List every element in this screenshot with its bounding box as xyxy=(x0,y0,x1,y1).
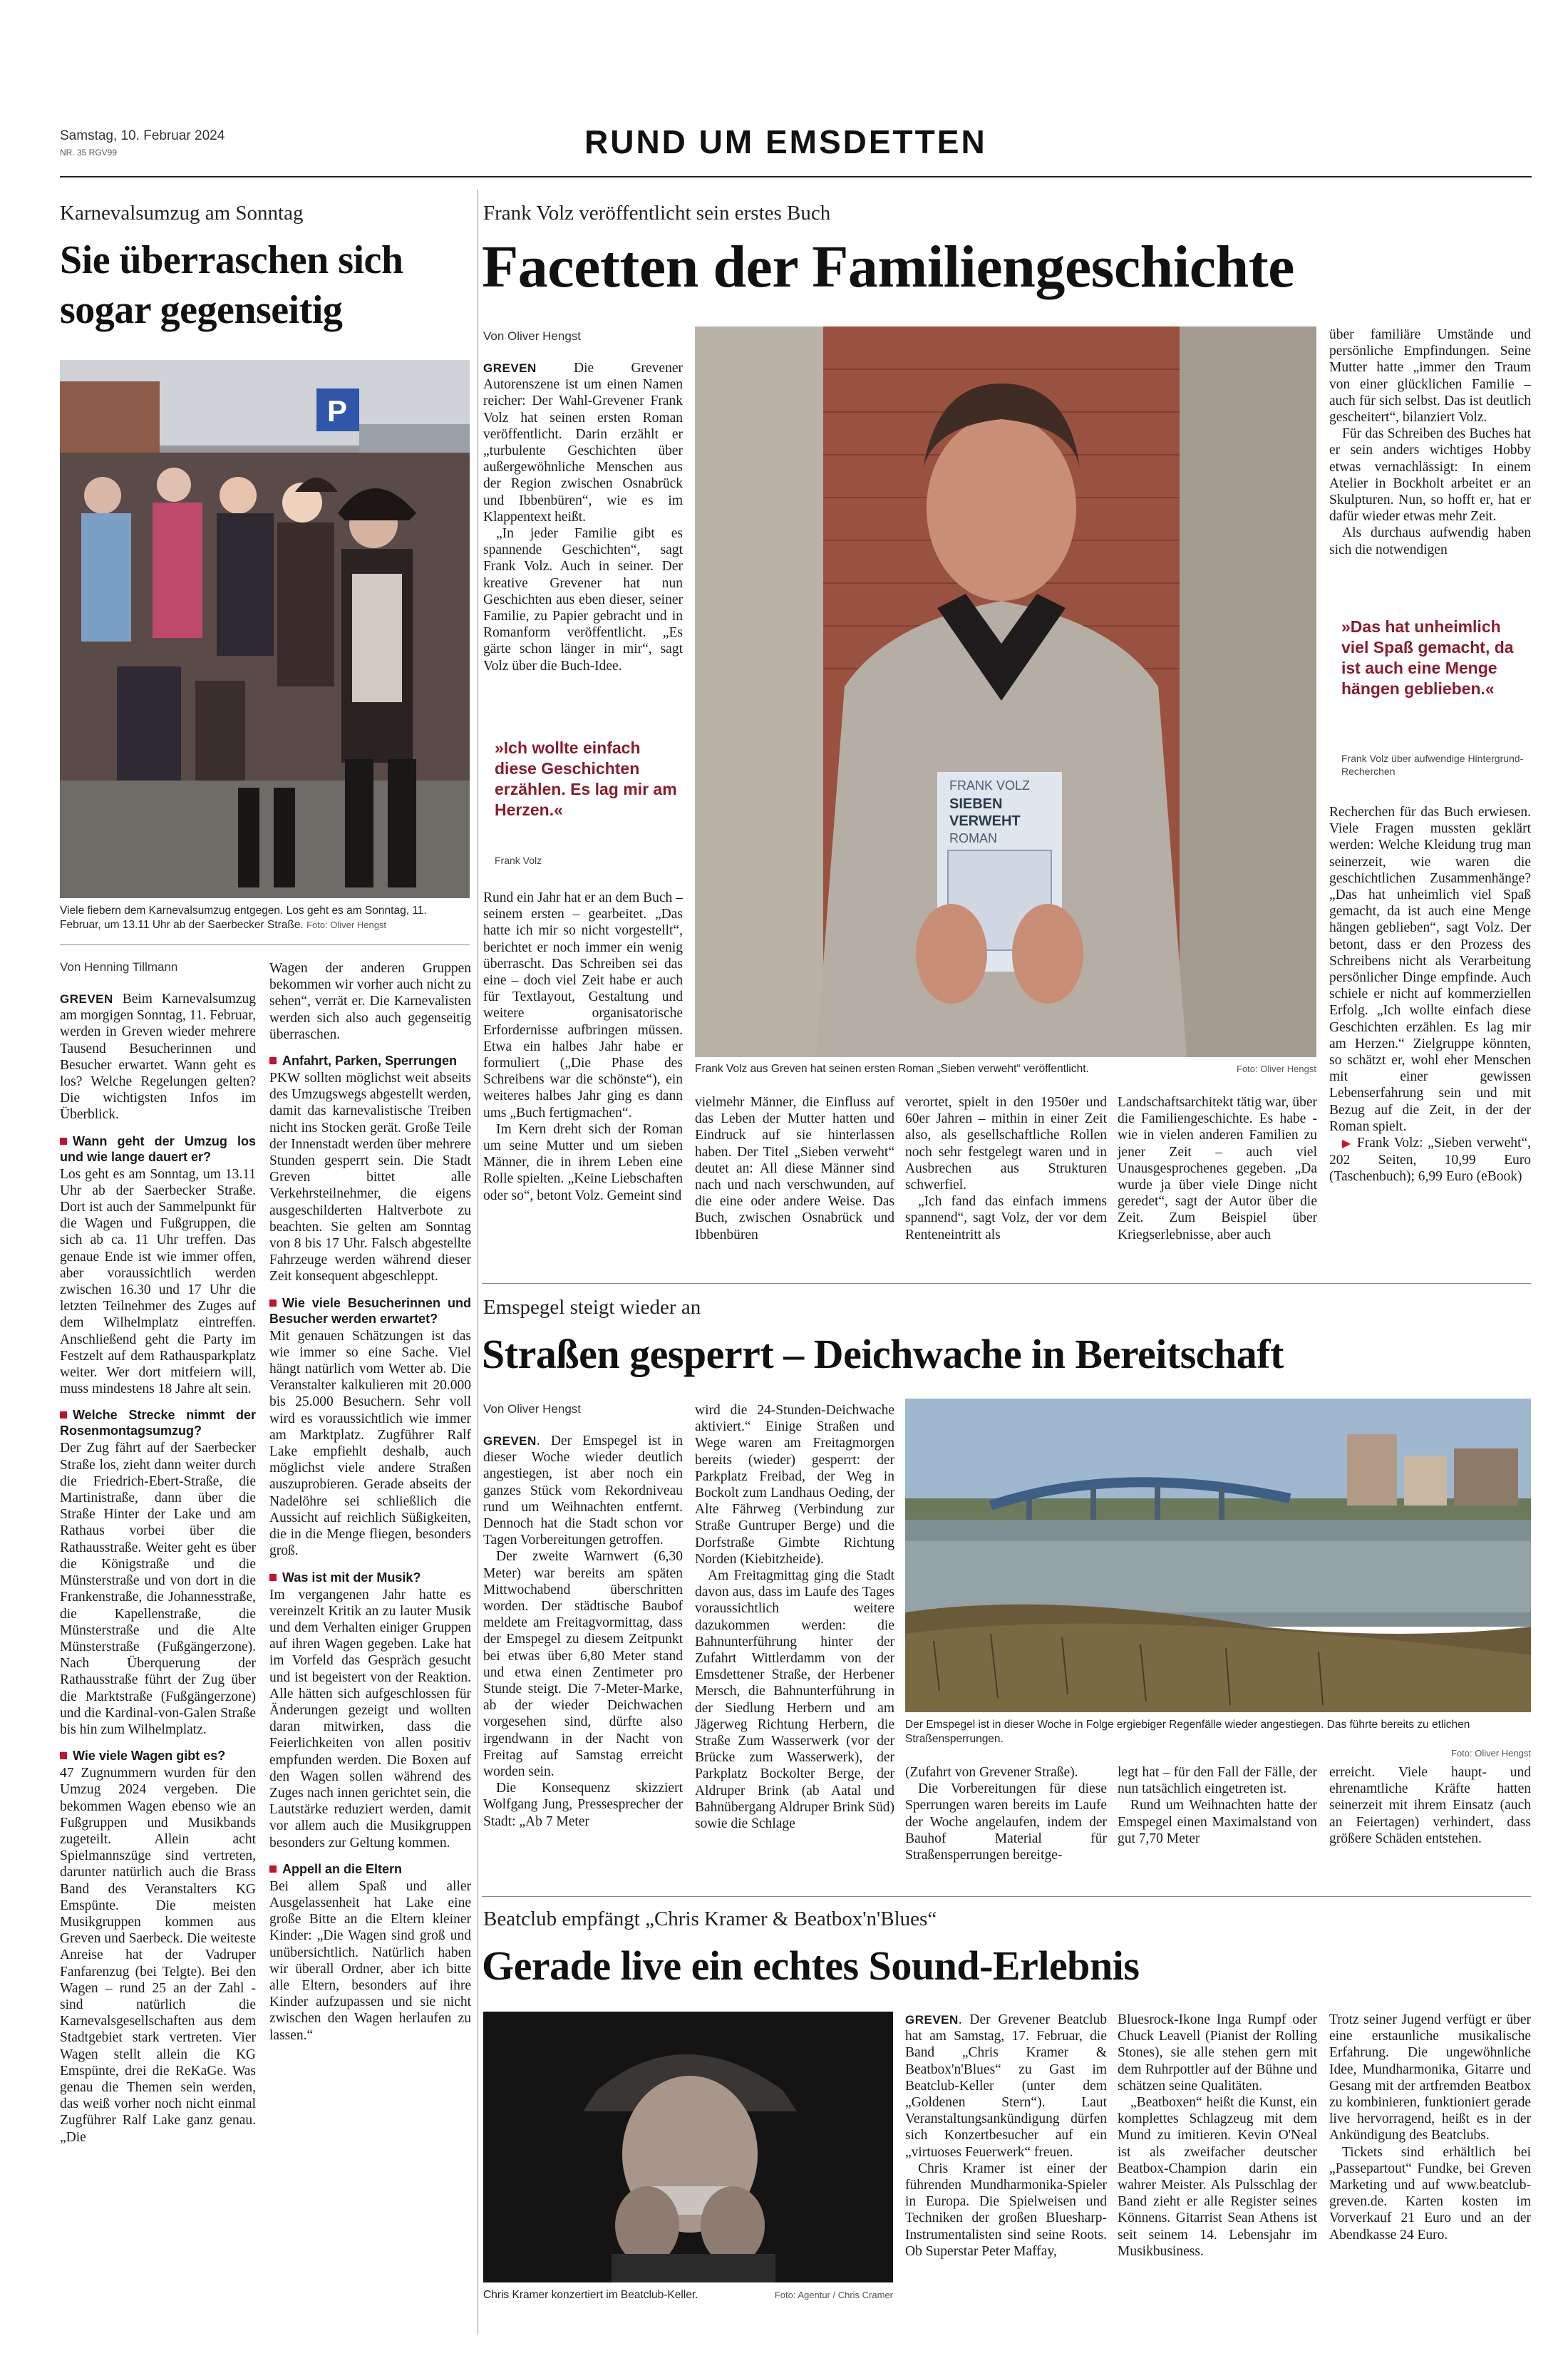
buch-column-1b xyxy=(483,890,683,1204)
square-bullet-icon xyxy=(60,1752,67,1759)
beatclub-c2b: „Beatboxen“ heißt die Kunst, ein komplettes Schlagzeug mit dem Mund zu imitieren. Kevin O'Neal ist als zweifacher deutscher Beatbox-Champion darin ein wahrer Meister. Als Pulsschlag der Band zieht er alle Register seines Könnens. Gitarrist Sean Athens ist seit seinem 14. Lebensjahr im Musikbusiness. xyxy=(1118,2095,1317,2259)
karneval-subhead-text: Welche Strecke nimmt der Rosenmontagsumzug? xyxy=(60,1408,256,1438)
karneval-subhead xyxy=(269,1570,471,1585)
emspegel-b1b: Die Vorbereitungen für diese Sperrungen waren bereits im Laufe der Woche angelaufen, indem der Bauhof Material für Straßensperrungen bereitge- xyxy=(905,1781,1107,1863)
buch-headline: Facetten der Familiengeschichte xyxy=(482,234,1294,300)
emspegel-b3: erreicht. Viele haupt- und ehrenamtliche Kräfte hatten seinerzeit mit ihrem Einsatz (auch an Feiertagen) verhindert, dass größere Schäden entstehen. xyxy=(1329,1765,1531,1846)
buch-paragraph-text: „In jeder Familie gibt es spannende Geschichten“, sagt Frank Volz. Auch in seiner. Der kreative Grevener hat nun Geschichten aus eben dieser, seiner Familie, zu Papier gebracht und in Romanform veröffentlicht. „Es gärte schon länger in mir“, sagt Volz über die Buch-Idee. xyxy=(483,526,683,674)
emspegel-headline: Straßen gesperrt – Deichwache in Bereitschaft xyxy=(482,1331,1284,1377)
buch-photo-caption xyxy=(695,1062,1316,1076)
header-rule xyxy=(60,176,1532,177)
buch-photo-art xyxy=(695,326,1316,1057)
buch-right-5: Frank Volz: „Sieben verweht“, 202 Seiten, 10,99 Euro (Taschenbuch); 6,99 Euro (eBook) xyxy=(1329,1136,1531,1185)
karneval-paragraph-text: Bei allem Spaß und aller Ausgelassenheit hat Lake eine große Bitte an die Eltern kleiner Kinder: „Die Wagen sind groß und unübersichtlich. Natürlich haben wir überall Ordner, aber ich bitte alle Eltern, besonders auf ihre Kinder aufzupassen und sie nicht zwischen den Wagen herlaufen zu lassen.“ xyxy=(269,1878,471,2043)
karneval-paragraph xyxy=(60,991,256,1123)
karneval-paragraph-text: Beim Karnevalsumzug am morgigen Sonntag, 11. Februar, werden in Greven wieder mehrere Tausend Besucherinnen und Besucher erwartet. Wann geht es los? Welche Regelungen gelten? Die wichtigsten Infos im Überblick. xyxy=(60,992,256,1123)
buch-caption-text: Frank Volz aus Greven hat seinen ersten Roman „Sieben verweht“ veröffentlicht. xyxy=(695,1063,1089,1075)
buch-below-col-3 xyxy=(1118,1094,1317,1243)
buch-paragraph xyxy=(483,525,683,674)
emspegel-caption-text: Der Emspegel ist in dieser Woche in Folge ergiebiger Regenfälle wieder angestiegen. Das führte bereits zu etlichen Straßensperrungen. xyxy=(905,1719,1470,1745)
emspegel-photo xyxy=(905,1399,1531,1712)
book-cover-title-2: VERWEHT xyxy=(949,813,1021,829)
beatclub-caption-credit: Foto: Agentur / Chris Cramer xyxy=(774,2290,893,2300)
beatclub-photo-art xyxy=(483,2012,893,2282)
buch-caption-credit: Foto: Oliver Hengst xyxy=(1237,1064,1316,1074)
beatclub-c2: Bluesrock-Ikone Inga Rumpf oder Chuck Leavell (Pianist der Rolling Stones), sie alle stehen gern mit dem Ruhrpottler auf der Bühne und schätzen seine Qualitäten. xyxy=(1118,2012,1317,2094)
beatclub-photo xyxy=(483,2012,893,2282)
emspegel-photo-caption xyxy=(905,1718,1531,1761)
section-title: RUND UM EMSDETTEN xyxy=(584,123,987,160)
buch-quote-2-source: Frank Volz über aufwendige Hintergrund-Recherchen xyxy=(1341,753,1524,777)
emspegel-col-3 xyxy=(905,1764,1107,1863)
emspegel-kicker: Emspegel steigt wieder an xyxy=(483,1296,701,1319)
emspegel-caption-credit: Foto: Oliver Hengst xyxy=(1451,1748,1531,1759)
buch-quote-1: »Ich wollte einfach diese Geschichten erzählen. Es lag mir am Herzen.« xyxy=(495,738,677,819)
emspegel-col2-p2: Am Freitagmittag ging die Stadt davon aus, dass im Laufe des Tages voraussichtlich weitere dazukommen werden: die Bahnunterführung hinter der Zufahrt Wittlerdamm von der Emsdettener Straße, der Herbener Mersch, die Bahnunterführung in der Siedlung Herbern und am Jägerweg Richtung Herbern, die Straße Zum Wasserwerk (vor der Brücke zum Wasserwerk), der Parkplatz Bockolter Berge, der Aldruper Brink (ab Aatal und Bahnübergang Aldruper Brink Süd) sowie die Schlage xyxy=(695,1568,894,1832)
buch-quote-2: »Das hat unheimlich viel Spaß gemacht, da ist auch eine Menge hängen geblieben.« xyxy=(1341,617,1514,698)
karneval-subhead xyxy=(60,1407,256,1438)
karneval-caption-rule xyxy=(60,944,470,945)
buch-paragraph xyxy=(483,890,683,1121)
beatclub-caption-text: Chris Kramer konzertiert im Beatclub-Keller. xyxy=(483,2289,698,2301)
emspegel-col-4 xyxy=(1118,1764,1317,1847)
karneval-paragraph-text: Wagen der anderen Gruppen bekommen wir vorher auch nicht zu sehen“, verrät er. Die Karnevalisten werden sich also auch gegenseitig überraschen. xyxy=(269,961,471,1042)
beatclub-c1: Der Grevener Beatclub hat am Samstag, 17. Februar, die Band „Chris Kramer & Beatbox'n'Blues“ zu Gast im Beatclub-Keller (unter dem „Goldenen Stern“). Laut Veranstaltungsankündigung dürfen sich Konzertbesucher auf ein „virtuoses Feuerwerk“ freuen. xyxy=(905,2012,1107,2160)
karneval-paragraph-text: PKW sollten möglichst weit abseits des Umzugswegs abgestellt werden, damit das karnevalistische Treiben nicht ins Stocken gerät. Große Teile der Innenstadt werden über mehrere Stunden gesperrt sein. Die Stadt Greven bittet alle Verkehrsteilnehmer, die eigens ausgeschilderten Haltverbote zu beachten. Sie gelten am Sonntag von 8 bis 17 Uhr. Falsch abgestellte Fahrzeuge werden während dieser Zeit konsequent abgeschleppt. xyxy=(269,1071,471,1285)
beatclub-photo-caption xyxy=(483,2288,893,2302)
beatclub-col-2 xyxy=(1118,2012,1317,2260)
buch-byline: Von Oliver Hengst xyxy=(483,329,582,343)
karneval-kicker: Karnevalsumzug am Sonntag xyxy=(60,202,304,225)
beatclub-headline: Gerade live ein echtes Sound-Erlebnis xyxy=(482,1942,1140,1989)
karneval-paragraph-text: Im vergangenen Jahr hatte es vereinzelt Kritik an zu lauter Musik und dem Verhalten einiger Gruppen auf ihren Wagen gegeben. Lake hat im Vorfeld das Gespräch gesucht und ist begeistert von der Reaktion. Alle hätten sich aufgeschlossen für Änderungen gezeigt und wollten daran mitwirken, dass die Feierlichkeiten von allen positiv empfunden werden. Die Boxen auf den Wagen sollen während des Zuges nach innen gerichtet sein, die Lautstärke reduziert werden, damit vor allem auch die Musikgruppen besonders zur Geltung kommen. xyxy=(269,1587,471,1851)
buch-right-1: über familiäre Umstände und persönliche Empfindungen. Seine Mutter hatte „immer den Traum von einer glücklichen Familie – auch für sich selbst. Das ist deutlich gescheitert“, bilanziert Volz. xyxy=(1329,327,1531,426)
buch-below-2b-p: „Ich fand das einfach immens spannend“, sagt Volz, der vor dem Renteneintritt als xyxy=(905,1194,1107,1242)
karneval-paragraph-text: 47 Zugnummern wurden für den Umzug 2024 vergeben. Die bekommen Wagen ebenso wie an Fußgruppen und Musikbands zugeteilt. Allein acht Spielmannszüge sind vertreten, darunter natürlich auch die Brass Band des Veranstalters KG Emspünte. Die meisten Musikgruppen kommen aus Greven und Saerbeck. Die weiteste Anreise hat der Vadruper Fanfarenzug (bei Telgte). Bei den Wagen – rund 25 an der Zahl - sind natürlich die Karnevalsgesellschaften aus dem Stadtgebiet stark vertreten. Vier Wagen stellt allein die KG Emspünte, drei die ReKaGe. Was genau die Themen sein werden, das weiß vorher noch nicht einmal Zugführer Ralf Lake ganz genau. „Die xyxy=(60,1766,256,2145)
buch-right-5-wrap xyxy=(1329,1135,1531,1185)
square-bullet-icon xyxy=(269,1299,277,1307)
karneval-subhead-text: Appell an die Eltern xyxy=(282,1861,403,1876)
karneval-subhead xyxy=(60,1133,256,1165)
karneval-paragraph xyxy=(60,1166,256,1398)
buch-dateline: GREVEN xyxy=(483,361,537,375)
buch-below-1-p: vielmehr Männer, die Einfluss auf das Leben der Mutter hatten und Eindruck auf sie hinterlassen haben. Der Titel „Sieben verweht“ deutet an: All diese Männer sind nach und nach verschwunden, auf die eine oder andere Weise. Das Buch, zwischen Osnabrück und Ibbenbüren xyxy=(695,1095,894,1242)
beatclub-c1-p: GREVEN. Der Grevener Beatclub hat am Samstag, 17. Februar, die Band „Chris Kramer & Beatbox'n'Blues“ zu Gast im Beatclub-Keller (unter dem „Goldenen Stern“). Laut Veranstaltungsankündigung dürfen sich Konzertbesucher auf ein „virtuoses Feuerwerk“ freuen. xyxy=(905,2012,1107,2160)
buch-paragraph xyxy=(483,360,683,525)
buch-paragraph-text: Die Grevener Autorenszene ist um einen Namen reicher: Der Wahl-Grevener Frank Volz hat seinen ersten Roman veröffentlicht. Darin erzählt er „turbulente Geschichten über außergewöhnliche Menschen aus der Region zwischen Osnabrück und Ibbenbüren“, wie es im Klappentext heißt. xyxy=(483,361,683,525)
emspegel-byline: Von Oliver Hengst xyxy=(483,1402,582,1416)
karneval-subhead xyxy=(269,1053,471,1069)
karneval-subhead-text: Wie viele Besucherinnen und Besucher werden erwartet? xyxy=(269,1295,471,1326)
emspegel-b1: (Zufahrt von Grevener Straße). xyxy=(905,1765,1078,1780)
karneval-subhead xyxy=(269,1861,471,1877)
karneval-paragraph-text: Los geht es am Sonntag, um 13.11 Uhr ab der Saerbecker Straße. Dort ist auch der Sammelpunkt für die Wagen und Fußgruppen, die sich ab ca. 11 Uhr treffen. Das genaue Ende ist wie immer offen, aber voraussichtlich werden zwischen 16.30 und 17 Uhr die letzten Teilnehmer des Zuges auf dem Wilhelmplatz eintreffen. Anschließend geht die Party im Festzelt auf dem Rathausparkplatz weiter. Wer dort mitfeiern will, muss mindestens 18 Jahre alt sein. xyxy=(60,1166,256,1397)
karneval-byline: Von Henning Tillmann xyxy=(60,960,178,974)
beatclub-kicker: Beatclub empfängt „Chris Kramer & Beatbox'n'Blues“ xyxy=(483,1908,937,1930)
emspegel-col1-p3: Die Konsequenz skizziert Wolfgang Jung, Pressesprecher der Stadt: „Ab 7 Meter xyxy=(483,1781,683,1829)
karneval-paragraph xyxy=(269,960,471,1043)
square-bullet-icon xyxy=(60,1411,67,1419)
karneval-caption-text: Viele fiebern dem Karnevalsumzug entgegen. Los geht es am Sonntag, 11. Februar, um 13.11 Uhr ab der Saerbecker Straße. xyxy=(60,905,427,931)
karneval-column-1 xyxy=(60,991,256,2146)
emspegel-dateline: GREVEN xyxy=(483,1434,537,1448)
karneval-caption-credit: Foto: Oliver Hengst xyxy=(306,920,387,930)
karneval-paragraph xyxy=(60,1440,256,1738)
triangle-bullet-icon: ▶ xyxy=(1342,1138,1353,1151)
emspegel-section-rule xyxy=(482,1896,1531,1897)
karneval-paragraph xyxy=(269,1878,471,2044)
book-cover-genre: ROMAN xyxy=(949,831,997,845)
buch-column-1 xyxy=(483,360,683,674)
buch-paragraph xyxy=(483,1121,683,1204)
beatclub-dateline: GREVEN xyxy=(905,2013,959,2027)
buch-below-3-p: Landschaftsarchitekt tätig war, über die Familiengeschichte. Es habe - wie in vielen anderen Familien zu jener Zeit – auch viel Unausgesprochenes gegeben. „Da wurde ja über viele Dinge nicht geredet“, sagt der Autor über die Zeit. Zum Beispiel über Kriegserlebnisse, aber auch xyxy=(1118,1095,1317,1242)
emspegel-col1-p1: GREVEN. Der Emspegel ist in dieser Woche wieder deutlich angestiegen, ist aber noch ein ganzes Stück vom Rekordniveau rund um Weihnachten entfernt. Dennoch hat die Stadt schon vor Tagen Vorbereitungen getroffen. xyxy=(483,1434,684,1548)
square-bullet-icon xyxy=(269,1865,277,1873)
buch-right-4: Recherchen für das Buch erwiesen. Viele Fragen mussten geklärt werden: Welche Kleidung trug man seinerzeit, wie waren die geschichtlichen Zusammenhänge? „Das hat unheimlich viel Spaß gemacht, da ist auch eine Menge hängen geblieben“, sagt Volz. Der betont, dass er den Prozess des Schreibens nicht als Verarbeitung persönlicher Dinge empfinde. Auch schiele er nicht auf kommerziellen Erfolg. „Ich wollte einfach diese Geschichten erzählen. Es lag mir am Herzen.“ Zielgruppe könnten, so schätzt er, wohl eher Menschen mit einer gewissen Lebenserfahrung sein und mit Bezug auf die Zeit, in der der Roman spielt. xyxy=(1329,805,1531,1134)
buch-below-col-2 xyxy=(905,1094,1107,1243)
emspegel-col-2 xyxy=(695,1402,894,1832)
karneval-paragraph-text: Mit genauen Schätzungen ist das wie immer so eine Sache. Viel hängt natürlich vom Wetter ab. Die Veranstalter kalkulieren mit 20.000 bis 25.000 Besuchern. Sehr voll wird es voraussichtlich wie immer am Marktplatz. Zugführer Ralf Lake empfiehlt deshalb, auch möglichst viele andere Straßen auszuprobieren. Gerade abseits der Nadelöhre sei schließlich die Aussicht auf reichlich Süßigkeiten, die in die Menge fliegen, besonders groß. xyxy=(269,1328,471,1559)
karneval-subhead-text: Anfahrt, Parken, Sperrungen xyxy=(282,1054,458,1069)
karneval-subhead xyxy=(60,1748,256,1764)
karneval-paragraph xyxy=(269,1070,471,1285)
buch-section-rule xyxy=(482,1283,1531,1284)
emspegel-photo-art xyxy=(905,1399,1531,1712)
buch-right-col xyxy=(1329,326,1531,558)
book-cover-title-1: SIEBEN xyxy=(949,796,1003,812)
karneval-paragraph xyxy=(269,1587,471,1851)
svg-text:P: P xyxy=(327,394,348,428)
buch-kicker: Frank Volz veröffentlicht sein erstes Buch xyxy=(483,202,831,225)
karneval-paragraph xyxy=(269,1328,471,1560)
karneval-dateline: GREVEN xyxy=(60,992,113,1006)
karneval-column-2 xyxy=(269,960,471,2044)
karneval-paragraph xyxy=(60,1765,256,2146)
buch-right-2: Für das Schreiben des Buches hat er sein anders wichtiges Hobby etwas vernachlässigt: In einem Atelier in Bockholt arbeitet er an Skulpturen. Nun, so hofft er, hat er dafür wieder etwas mehr Zeit. xyxy=(1329,426,1531,525)
beatclub-col-3 xyxy=(1329,2012,1531,2243)
header-date: Samstag, 10. Februar 2024 xyxy=(60,128,225,143)
emspegel-col-1 xyxy=(483,1433,683,1830)
karneval-subhead-text: Was ist mit der Musik? xyxy=(282,1570,421,1585)
beatclub-c3: Trotz seiner Jugend verfügt er über eine erstaunliche musikalische Erfahrung. Die ungewöhnliche Idee, Mundharmonika, Gitarre und Gesang mit der artfremden Beatbox zu kombinieren, funktioniert gerade live hervorragend, heißt es in der Ankündigung des Beatclubs. xyxy=(1329,2012,1531,2143)
emspegel-b2: legt hat – für den Fall der Fälle, der nun tatsächlich eingetreten ist. xyxy=(1118,1765,1317,1797)
buch-paragraph-text: Rund ein Jahr hat er an dem Buch – seinem ersten – gearbeitet. „Das hatte ich mir so nicht vorgestellt“, berichtet er noch immer ein wenig überrascht. Das Schreiben sei das eine – doch viel Zeit habe er auch für Textlayout, Gestaltung und weitere organisatorische Erfordernisse aufbringen müssen. Etwa ein halbes Jahr habe er formuliert („Die Phase des Schreibens war die schönste“), ein weiteres halbes Jahr ging es dann ums „Buch fertigmachen“. xyxy=(483,890,683,1121)
buch-photo xyxy=(695,326,1316,1057)
book-cover-author: FRANK VOLZ xyxy=(949,778,1031,793)
square-bullet-icon xyxy=(60,1138,67,1145)
emspegel-col2-p1: wird die 24-Stunden-Deichwache aktiviert.“ Einige Straßen und Wege waren am Freitagmorgen bereits (wieder) gesperrt: der Parkplatz Freibad, der Weg in Bockolt zum Landhaus Oeding, der Alte Fährweg (Verbindung zur Straße Guntruper Berge) und die Dorfstraße Gimbte Richtung Norden (Kiebitzheide). xyxy=(695,1403,894,1567)
karneval-headline: Sie überraschen sich sogar gegenseitig xyxy=(60,238,403,332)
karneval-photo-art xyxy=(60,360,470,898)
emspegel-col-5 xyxy=(1329,1764,1531,1847)
square-bullet-icon xyxy=(269,1057,277,1064)
buch-quote-1-source: Frank Volz xyxy=(495,855,542,866)
buch-paragraph-text: Im Kern dreht sich der Roman um seine Mutter und um sieben Männer, die in ihrem Leben eine Rolle spielten. „Keine Liebschaften oder so“, betont Volz. Gemeint sind xyxy=(483,1121,683,1203)
karneval-subhead xyxy=(269,1295,471,1327)
emspegel-b2b: Rund um Weihnachten hatte der Emspegel einen Maximalstand von gut 7,70 Meter xyxy=(1118,1798,1317,1846)
buch-right-col-b xyxy=(1329,804,1531,1185)
karneval-paragraph-text: Der Zug fährt auf der Saerbecker Straße los, zieht dann weiter durch die Friedrich-Ebert-Straße, die Martinistraße, dann über die Straße Hinter der Lake und am Rathaus vorbei über die Rathausstraße. Weiter geht es über die Königstraße und die Münsterstraße und von dort in die Frankenstraße, die Johannesstraße, die Kapellenstraße, die Münsterstraße und die Alte Münsterstraße (Fußgängerzone). Nach Überquerung der Rathausstraße führt der Zug über die Marktstraße (Fußgängerzone) und die Kardinal-von-Galen Straße bis hin zum Wilhelmplatz. xyxy=(60,1441,256,1737)
square-bullet-icon xyxy=(269,1574,277,1581)
karneval-photo-caption xyxy=(60,904,470,932)
beatclub-col-1 xyxy=(905,2012,1107,2260)
beatclub-c3b: Tickets sind erhältlich bei „Passepartout“ Fundke, bei Greven Marketing und auf www.beatclub-greven.de. Karten kosten im Vorverkauf 21 Euro und an der Abendkasse 24 Euro. xyxy=(1329,2144,1531,2243)
buch-below-2-p: verortet, spielt in den 1950er und 60er Jahren – mithin in einer Zeit also, als gesellschaftliche Rollen noch sehr festgelegt waren und in Ausbrechen aus Strukturen schwerfiel. xyxy=(905,1095,1107,1193)
karneval-photo xyxy=(60,360,470,898)
beatclub-c1b: Chris Kramer ist einer der führenden Mundharmonika-Spieler in Europa. Die Spielweisen und Techniken der großen Bluesharp-Instrumentalisten sind seine Roots. Ob Superstar Peter Maffay, xyxy=(905,2161,1107,2259)
header-edition: NR. 35 RGV99 xyxy=(60,148,118,158)
buch-below-col-1 xyxy=(695,1094,894,1243)
emspegel-col1-text: Der Emspegel ist in dieser Woche wieder deutlich angestiegen, ist aber noch ein ganzes Stück vom Rekordniveau rund um Weihnachten entfernt. Dennoch hat die Stadt schon vor Tagen Vorbereitungen getroffen. xyxy=(483,1434,684,1548)
emspegel-col1-p2: Der zweite Warnwert (6,30 Meter) war bereits am späten Mittwochabend überschritten worden. Der städtische Baubof meldete am Freitagvormittag, dass der Emspegel zu diesem Zeitpunkt bei etwas über 6,80 Meter stand und etwa einen Zentimeter pro Stunde steigt. Die 7-Meter-Marke, ab der wieder Deichwachen vorgesehen sind, dürfte also irgendwann in der Nacht von Freitag auf Samstag erreicht worden sein. xyxy=(483,1549,683,1780)
karneval-subhead-text: Wie viele Wagen gibt es? xyxy=(73,1749,226,1764)
buch-right-3: Als durchaus aufwendig haben sich die notwendigen xyxy=(1329,525,1531,557)
karneval-subhead-text: Wann geht der Umzug los und wie lange dauert er? xyxy=(60,1133,256,1164)
